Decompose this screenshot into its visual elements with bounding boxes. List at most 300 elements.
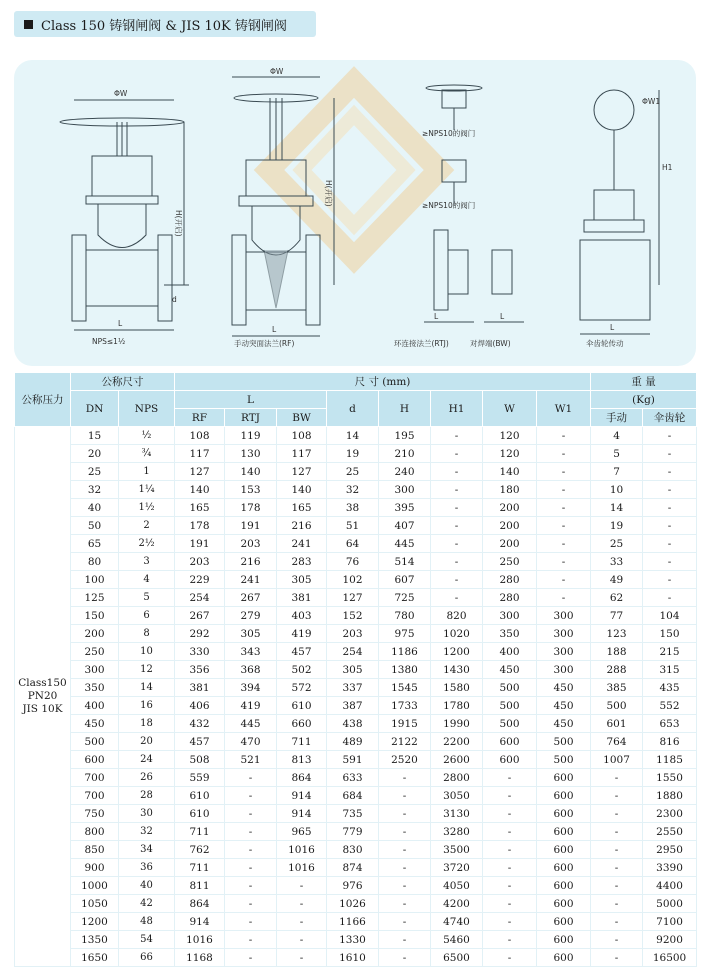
table-cell: 76 bbox=[327, 553, 379, 571]
valve-drawing-panel bbox=[14, 60, 696, 366]
table-cell: 9200 bbox=[643, 931, 697, 949]
table-cell: 407 bbox=[379, 517, 431, 535]
table-cell: - bbox=[591, 769, 643, 787]
table-cell: 387 bbox=[327, 697, 379, 715]
table-cell: 120 bbox=[483, 427, 537, 445]
table-cell: 54 bbox=[119, 931, 175, 949]
label-rtj: 环连接法兰(RTJ) bbox=[394, 339, 449, 348]
table-cell: 600 bbox=[537, 949, 591, 967]
table-cell: 42 bbox=[119, 895, 175, 913]
table-cell: 779 bbox=[327, 823, 379, 841]
table-cell: 117 bbox=[175, 445, 225, 463]
table-cell: - bbox=[277, 877, 327, 895]
table-cell: - bbox=[537, 427, 591, 445]
table-cell: 610 bbox=[175, 787, 225, 805]
table-cell: 2300 bbox=[643, 805, 697, 823]
header-weight bbox=[591, 373, 697, 391]
table-cell: 16500 bbox=[643, 949, 697, 967]
table-cell: - bbox=[379, 805, 431, 823]
table-row bbox=[15, 517, 697, 535]
table-cell: 435 bbox=[643, 679, 697, 697]
table-cell: 102 bbox=[327, 571, 379, 589]
table-cell: 350 bbox=[71, 679, 119, 697]
table-cell: - bbox=[643, 553, 697, 571]
header-w: W bbox=[483, 391, 537, 427]
table-cell: - bbox=[483, 787, 537, 805]
table-cell: 150 bbox=[643, 625, 697, 643]
label-h2: H(开启) bbox=[324, 180, 333, 207]
table-cell: 3390 bbox=[643, 859, 697, 877]
table-row bbox=[15, 445, 697, 463]
table-row bbox=[15, 463, 697, 481]
table-cell: 1650 bbox=[71, 949, 119, 967]
table-cell: 64 bbox=[327, 535, 379, 553]
table-cell: 1168 bbox=[175, 949, 225, 967]
table-cell: - bbox=[431, 481, 483, 499]
table-cell: 4050 bbox=[431, 877, 483, 895]
table-cell: - bbox=[277, 931, 327, 949]
table-cell: 315 bbox=[643, 661, 697, 679]
table-cell: - bbox=[483, 949, 537, 967]
table-cell: 203 bbox=[175, 553, 225, 571]
table-cell: - bbox=[643, 445, 697, 463]
table-cell: 279 bbox=[225, 607, 277, 625]
table-cell: 14 bbox=[327, 427, 379, 445]
table-cell: 191 bbox=[225, 517, 277, 535]
table-cell: 403 bbox=[277, 607, 327, 625]
table-cell: - bbox=[379, 931, 431, 949]
label-l4: L bbox=[500, 312, 505, 321]
table-cell: 8 bbox=[119, 625, 175, 643]
header-w1: W1 bbox=[537, 391, 591, 427]
valve-rf-drawing bbox=[60, 100, 189, 330]
table-cell: 15 bbox=[71, 427, 119, 445]
label-nps10b: ≥NPS10的阀门 bbox=[422, 201, 476, 210]
table-cell: 864 bbox=[277, 769, 327, 787]
header-dims: 尺 寸 (mm) bbox=[175, 373, 591, 391]
table-cell: - bbox=[591, 931, 643, 949]
table-cell: 3050 bbox=[431, 787, 483, 805]
table-row bbox=[15, 697, 697, 715]
table-cell: 438 bbox=[327, 715, 379, 733]
header-d: d bbox=[327, 391, 379, 427]
table-cell: - bbox=[225, 769, 277, 787]
table-row bbox=[15, 913, 697, 931]
table-cell: 820 bbox=[431, 607, 483, 625]
table-cell: 610 bbox=[175, 805, 225, 823]
label-h3: H1 bbox=[662, 163, 673, 172]
table-cell: - bbox=[431, 553, 483, 571]
table-cell: 12 bbox=[119, 661, 175, 679]
table-cell: - bbox=[483, 769, 537, 787]
label-nps10a: ≥NPS10的阀门 bbox=[422, 129, 476, 138]
table-cell: 610 bbox=[277, 697, 327, 715]
table-cell: 288 bbox=[591, 661, 643, 679]
table-cell: 127 bbox=[277, 463, 327, 481]
table-cell: 7100 bbox=[643, 913, 697, 931]
table-cell: 419 bbox=[225, 697, 277, 715]
table-cell: 830 bbox=[327, 841, 379, 859]
table-cell: 660 bbox=[277, 715, 327, 733]
table-cell: 5 bbox=[591, 445, 643, 463]
table-cell: 684 bbox=[327, 787, 379, 805]
label-l1: L bbox=[118, 319, 123, 328]
header-rf: RF bbox=[175, 409, 225, 427]
table-cell: 6500 bbox=[431, 949, 483, 967]
table-row bbox=[15, 661, 697, 679]
table-cell: 65 bbox=[71, 535, 119, 553]
table-cell: 400 bbox=[483, 643, 537, 661]
table-cell: 330 bbox=[175, 643, 225, 661]
table-cell: 502 bbox=[277, 661, 327, 679]
table-cell: 406 bbox=[175, 697, 225, 715]
header-nominal: 公称尺寸 bbox=[71, 373, 175, 391]
header-h1: H1 bbox=[431, 391, 483, 427]
table-cell: - bbox=[643, 463, 697, 481]
label-w3: ΦW1 bbox=[642, 97, 661, 106]
table-cell: 108 bbox=[277, 427, 327, 445]
table-cell: 50 bbox=[71, 517, 119, 535]
table-cell: 305 bbox=[327, 661, 379, 679]
table-cell: 2800 bbox=[431, 769, 483, 787]
table-cell: - bbox=[431, 571, 483, 589]
table-cell: 711 bbox=[175, 859, 225, 877]
table-cell: - bbox=[431, 445, 483, 463]
table-cell: 600 bbox=[537, 913, 591, 931]
table-cell: 241 bbox=[277, 535, 327, 553]
table-cell: 600 bbox=[71, 751, 119, 769]
table-cell: 1016 bbox=[277, 859, 327, 877]
table-cell: - bbox=[277, 913, 327, 931]
table-cell: - bbox=[591, 841, 643, 859]
table-row bbox=[15, 553, 697, 571]
table-row bbox=[15, 427, 697, 445]
table-cell: 48 bbox=[119, 913, 175, 931]
table-row bbox=[15, 625, 697, 643]
table-cell: 914 bbox=[277, 805, 327, 823]
table-cell: 119 bbox=[225, 427, 277, 445]
table-cell: 500 bbox=[483, 715, 537, 733]
title-square-icon bbox=[24, 20, 33, 29]
table-cell: ¾ bbox=[119, 445, 175, 463]
table-cell: 1¼ bbox=[119, 481, 175, 499]
table-cell: 1000 bbox=[71, 877, 119, 895]
table-cell: 32 bbox=[119, 823, 175, 841]
table-cell: 450 bbox=[71, 715, 119, 733]
table-row bbox=[15, 535, 697, 553]
table-cell: - bbox=[591, 877, 643, 895]
table-row bbox=[15, 481, 697, 499]
table-cell: 811 bbox=[175, 877, 225, 895]
table-cell: 914 bbox=[277, 787, 327, 805]
table-cell: - bbox=[225, 931, 277, 949]
table-cell: 975 bbox=[379, 625, 431, 643]
table-cell: 280 bbox=[483, 571, 537, 589]
table-cell: 450 bbox=[483, 661, 537, 679]
table-cell: 104 bbox=[643, 607, 697, 625]
table-cell: 34 bbox=[119, 841, 175, 859]
table-cell: 241 bbox=[225, 571, 277, 589]
table-cell: 300 bbox=[537, 661, 591, 679]
table-cell: 3720 bbox=[431, 859, 483, 877]
valve-bevel-drawing bbox=[580, 90, 659, 334]
table-cell: 200 bbox=[71, 625, 119, 643]
table-cell: 711 bbox=[175, 823, 225, 841]
table-cell: 653 bbox=[643, 715, 697, 733]
table-cell: 283 bbox=[277, 553, 327, 571]
table-cell: 521 bbox=[225, 751, 277, 769]
table-cell: - bbox=[431, 589, 483, 607]
table-cell: 150 bbox=[71, 607, 119, 625]
table-cell: ½ bbox=[119, 427, 175, 445]
table-cell: 816 bbox=[643, 733, 697, 751]
table-cell: - bbox=[379, 841, 431, 859]
table-cell: 250 bbox=[71, 643, 119, 661]
table-cell: 203 bbox=[327, 625, 379, 643]
header-manual: 手动 bbox=[591, 409, 643, 427]
table-cell: - bbox=[483, 895, 537, 913]
table-cell: 28 bbox=[119, 787, 175, 805]
table-cell: 607 bbox=[379, 571, 431, 589]
table-cell: 20 bbox=[71, 445, 119, 463]
table-cell: 300 bbox=[483, 607, 537, 625]
table-cell: 457 bbox=[175, 733, 225, 751]
table-cell: 140 bbox=[483, 463, 537, 481]
table-cell: 800 bbox=[71, 823, 119, 841]
table-cell: - bbox=[379, 895, 431, 913]
table-cell: 385 bbox=[591, 679, 643, 697]
label-nps: NPS≤1½ bbox=[92, 337, 126, 346]
table-cell: - bbox=[225, 823, 277, 841]
table-cell: 1380 bbox=[379, 661, 431, 679]
table-cell: 127 bbox=[327, 589, 379, 607]
table-cell: 7 bbox=[591, 463, 643, 481]
table-row bbox=[15, 499, 697, 517]
table-cell: 356 bbox=[175, 661, 225, 679]
table-cell: 445 bbox=[379, 535, 431, 553]
table-cell: 1550 bbox=[643, 769, 697, 787]
table-cell: 552 bbox=[643, 697, 697, 715]
table-cell: 49 bbox=[591, 571, 643, 589]
table-cell: 735 bbox=[327, 805, 379, 823]
table-cell: 1580 bbox=[431, 679, 483, 697]
table-cell: 514 bbox=[379, 553, 431, 571]
pressure-class-line: PN20 bbox=[27, 690, 58, 702]
table-cell: 66 bbox=[119, 949, 175, 967]
label-l3: L bbox=[434, 312, 439, 321]
table-cell: 38 bbox=[327, 499, 379, 517]
table-cell: 850 bbox=[71, 841, 119, 859]
table-cell: - bbox=[225, 877, 277, 895]
table-cell: 2200 bbox=[431, 733, 483, 751]
table-cell: 600 bbox=[537, 805, 591, 823]
table-cell: 30 bbox=[119, 805, 175, 823]
table-cell: 5 bbox=[119, 589, 175, 607]
table-cell: 432 bbox=[175, 715, 225, 733]
table-cell: 1 bbox=[119, 463, 175, 481]
table-cell: 117 bbox=[277, 445, 327, 463]
table-cell: - bbox=[431, 499, 483, 517]
table-cell: 165 bbox=[175, 499, 225, 517]
table-cell: 1915 bbox=[379, 715, 431, 733]
table-cell: - bbox=[277, 949, 327, 967]
header-h: H bbox=[379, 391, 431, 427]
table-cell: 633 bbox=[327, 769, 379, 787]
table-row bbox=[15, 931, 697, 949]
table-cell: 1185 bbox=[643, 751, 697, 769]
table-cell: 1350 bbox=[71, 931, 119, 949]
table-cell: - bbox=[643, 571, 697, 589]
table-cell: 600 bbox=[537, 787, 591, 805]
table-cell: 180 bbox=[483, 481, 537, 499]
table-cell: 489 bbox=[327, 733, 379, 751]
table-cell: 559 bbox=[175, 769, 225, 787]
table-cell: 200 bbox=[483, 499, 537, 517]
table-cell: 40 bbox=[119, 877, 175, 895]
table-cell: 2520 bbox=[379, 751, 431, 769]
table-cell: 4 bbox=[591, 427, 643, 445]
header-l: L bbox=[175, 391, 327, 409]
table-cell: 18 bbox=[119, 715, 175, 733]
spec-table bbox=[14, 372, 697, 967]
table-row bbox=[15, 859, 697, 877]
table-cell: - bbox=[431, 427, 483, 445]
table-cell: - bbox=[643, 535, 697, 553]
table-cell: 1733 bbox=[379, 697, 431, 715]
title-bar bbox=[14, 11, 316, 37]
table-cell: 10 bbox=[591, 481, 643, 499]
table-cell: 195 bbox=[379, 427, 431, 445]
table-row bbox=[15, 751, 697, 769]
table-cell: 591 bbox=[327, 751, 379, 769]
table-cell: - bbox=[431, 463, 483, 481]
table-cell: 600 bbox=[537, 769, 591, 787]
label-bevel: 伞齿轮传动 bbox=[586, 339, 624, 348]
table-cell: 127 bbox=[175, 463, 225, 481]
table-cell: 10 bbox=[119, 643, 175, 661]
table-cell: 2600 bbox=[431, 751, 483, 769]
table-cell: 5000 bbox=[643, 895, 697, 913]
pressure-class-cell bbox=[15, 427, 71, 967]
table-cell: 337 bbox=[327, 679, 379, 697]
table-row bbox=[15, 841, 697, 859]
table-cell: 229 bbox=[175, 571, 225, 589]
table-cell: - bbox=[379, 859, 431, 877]
watermark-logo bbox=[269, 82, 439, 258]
table-cell: 445 bbox=[225, 715, 277, 733]
table-cell: - bbox=[225, 805, 277, 823]
table-cell: 108 bbox=[175, 427, 225, 445]
table-cell: - bbox=[643, 499, 697, 517]
table-row bbox=[15, 877, 697, 895]
table-cell: 153 bbox=[225, 481, 277, 499]
table-cell: 40 bbox=[71, 499, 119, 517]
table-cell: 210 bbox=[379, 445, 431, 463]
table-row bbox=[15, 733, 697, 751]
table-cell: 216 bbox=[225, 553, 277, 571]
table-cell: 500 bbox=[483, 679, 537, 697]
table-cell: 254 bbox=[175, 589, 225, 607]
table-cell: - bbox=[431, 535, 483, 553]
table-cell: 394 bbox=[225, 679, 277, 697]
table-cell: 178 bbox=[175, 517, 225, 535]
table-cell: 200 bbox=[483, 517, 537, 535]
table-row bbox=[15, 895, 697, 913]
label-h1: H(开启) bbox=[174, 210, 183, 237]
table-cell: 19 bbox=[327, 445, 379, 463]
table-cell: 1186 bbox=[379, 643, 431, 661]
table-cell: 4400 bbox=[643, 877, 697, 895]
header-pressure: 公称压力 bbox=[15, 373, 71, 427]
table-cell: - bbox=[379, 769, 431, 787]
table-cell: 100 bbox=[71, 571, 119, 589]
table-cell: 600 bbox=[483, 751, 537, 769]
table-cell: 305 bbox=[277, 571, 327, 589]
header-rtj: RTJ bbox=[225, 409, 277, 427]
label-bw: 对焊端(BW) bbox=[470, 339, 511, 348]
table-row bbox=[15, 589, 697, 607]
table-cell: 80 bbox=[71, 553, 119, 571]
table-cell: 19 bbox=[591, 517, 643, 535]
table-cell: 32 bbox=[71, 481, 119, 499]
spec-table-body bbox=[15, 427, 697, 967]
table-cell: - bbox=[537, 571, 591, 589]
table-cell: 3280 bbox=[431, 823, 483, 841]
table-cell: 140 bbox=[277, 481, 327, 499]
table-cell: 1050 bbox=[71, 895, 119, 913]
table-cell: 368 bbox=[225, 661, 277, 679]
table-cell: 2950 bbox=[643, 841, 697, 859]
table-cell: - bbox=[225, 895, 277, 913]
table-cell: 20 bbox=[119, 733, 175, 751]
table-cell: 3130 bbox=[431, 805, 483, 823]
table-cell: 14 bbox=[119, 679, 175, 697]
table-cell: - bbox=[225, 859, 277, 877]
table-cell: 14 bbox=[591, 499, 643, 517]
table-cell: 280 bbox=[483, 589, 537, 607]
table-cell: - bbox=[483, 877, 537, 895]
table-cell: 33 bbox=[591, 553, 643, 571]
table-cell: 267 bbox=[225, 589, 277, 607]
table-cell: - bbox=[379, 787, 431, 805]
table-cell: - bbox=[591, 805, 643, 823]
pressure-class-line: JIS 10K bbox=[22, 703, 63, 715]
table-cell: 572 bbox=[277, 679, 327, 697]
header-gear: 伞齿轮 bbox=[643, 409, 697, 427]
table-cell: - bbox=[591, 787, 643, 805]
table-cell: 191 bbox=[175, 535, 225, 553]
table-cell: 900 bbox=[71, 859, 119, 877]
table-cell: - bbox=[537, 445, 591, 463]
table-cell: 300 bbox=[71, 661, 119, 679]
valve-drawings bbox=[14, 60, 696, 366]
table-cell: 300 bbox=[537, 643, 591, 661]
table-row bbox=[15, 607, 697, 625]
table-cell: - bbox=[483, 913, 537, 931]
table-cell: 1200 bbox=[71, 913, 119, 931]
table-cell: 1610 bbox=[327, 949, 379, 967]
table-cell: 600 bbox=[483, 733, 537, 751]
table-cell: - bbox=[483, 823, 537, 841]
table-cell: 240 bbox=[379, 463, 431, 481]
table-cell: 419 bbox=[277, 625, 327, 643]
table-cell: 600 bbox=[537, 841, 591, 859]
table-cell: 165 bbox=[277, 499, 327, 517]
table-cell: - bbox=[537, 481, 591, 499]
table-cell: 140 bbox=[225, 463, 277, 481]
table-cell: 1330 bbox=[327, 931, 379, 949]
table-cell: 36 bbox=[119, 859, 175, 877]
